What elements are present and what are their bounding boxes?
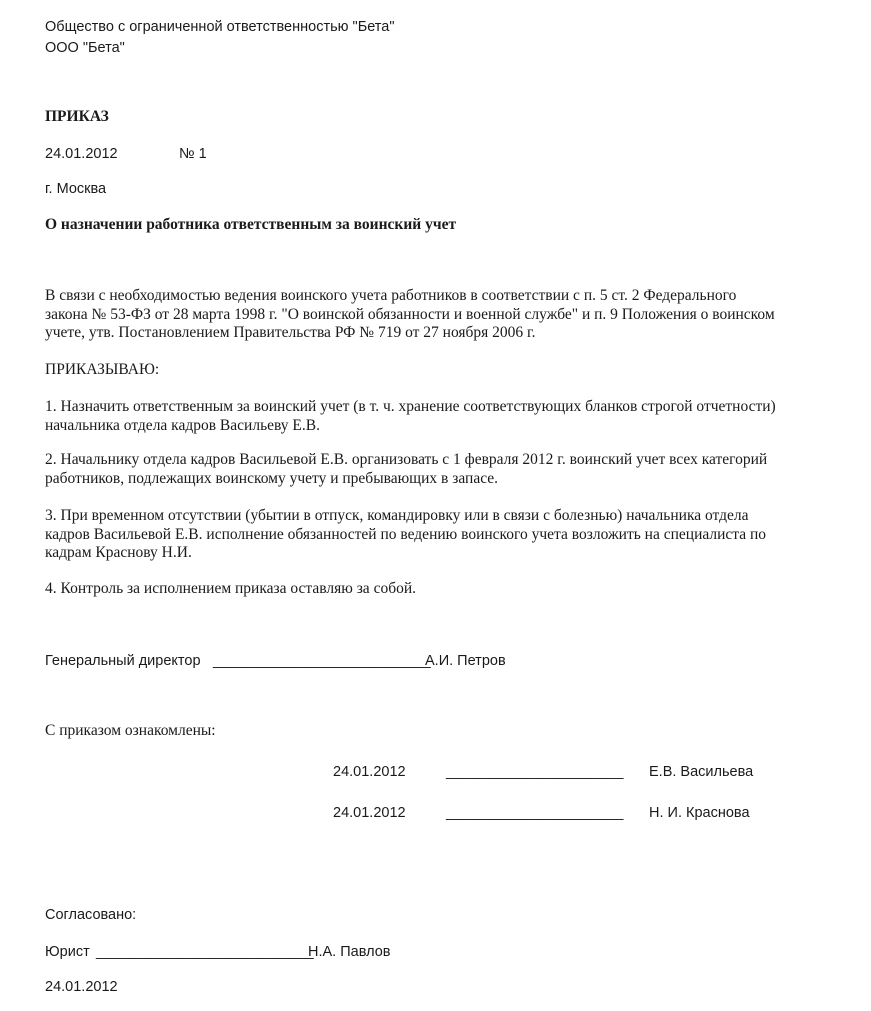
preamble-line: В связи с необходимостью ведения воинского учета работников в соответствии с п. 5 ст. 2 Федерального — [45, 287, 737, 304]
lawyer-signature-line: ___________________________ — [96, 944, 314, 960]
order-date: 24.01.2012 — [45, 146, 118, 162]
item-line: 2. Начальнику отдела кадров Васильевой Е.В. организовать с 1 февраля 2012 г. воинский учет всех категорий — [45, 451, 768, 468]
order-title: ПРИКАЗ — [45, 108, 109, 125]
preamble-paragraph — [45, 287, 845, 343]
lawyer-name: Н.А. Павлов — [308, 944, 391, 960]
ack-signature-line: ______________________ — [446, 805, 624, 821]
preamble-line: закона № 53-ФЗ от 28 марта 1998 г. "О воинской обязанности и военной службе" и п. 9 Положения о воинском — [45, 305, 775, 323]
order-item-3 — [45, 507, 845, 563]
order-city: г. Москва — [45, 181, 107, 197]
item-line: 4. Контроль за исполнением приказа оставляю за собой. — [45, 580, 417, 597]
item-line: работников, подлежащих воинскому учету и пребывающих в запасе. — [45, 469, 499, 487]
ack-signature-line: ______________________ — [446, 764, 624, 780]
item-line: кадров Васильевой Е.В. исполнение обязанностей по ведению воинского учета возложить на специалиста по — [45, 525, 767, 543]
ack-date: 24.01.2012 — [333, 805, 406, 821]
director-signature-line: ___________________________ — [213, 653, 431, 669]
ack-name: Е.В. Васильева — [649, 764, 754, 780]
order-item-1 — [45, 398, 845, 435]
order-item-2 — [45, 451, 845, 488]
approval-date: 24.01.2012 — [45, 979, 118, 995]
approval-heading: Согласовано: — [45, 907, 137, 923]
director-name: А.И. Петров — [425, 653, 506, 669]
org-short-name: ООО "Бета" — [45, 40, 125, 56]
director-position: Генеральный директор — [45, 653, 201, 669]
item-line: 3. При временном отсутствии (убытии в отпуск, командировку или в связи с болезнью) начальника отдела — [45, 507, 749, 524]
item-line: начальника отдела кадров Васильеву Е.В. — [45, 416, 320, 434]
ack-date: 24.01.2012 — [333, 764, 406, 780]
order-number: № 1 — [179, 146, 207, 162]
ack-name: Н. И. Краснова — [649, 805, 750, 821]
org-full-name: Общество с ограниченной ответственностью "Бета" — [45, 19, 395, 35]
item-line: кадрам Краснову Н.И. — [45, 544, 192, 561]
acknowledgement-heading: С приказом ознакомлены: — [45, 722, 216, 739]
lawyer-position: Юрист — [45, 944, 90, 960]
item-line: 1. Назначить ответственным за воинский учет (в т. ч. хранение соответствующих бланков строгой отчетности) — [45, 398, 776, 415]
preamble-line: учете, утв. Постановлением Правительства РФ № 719 от 27 ноября 2006 г. — [45, 324, 536, 341]
order-item-4 — [45, 580, 845, 599]
order-subject: О назначении работника ответственным за воинский учет — [45, 216, 457, 233]
order-word: ПРИКАЗЫВАЮ: — [45, 361, 160, 378]
